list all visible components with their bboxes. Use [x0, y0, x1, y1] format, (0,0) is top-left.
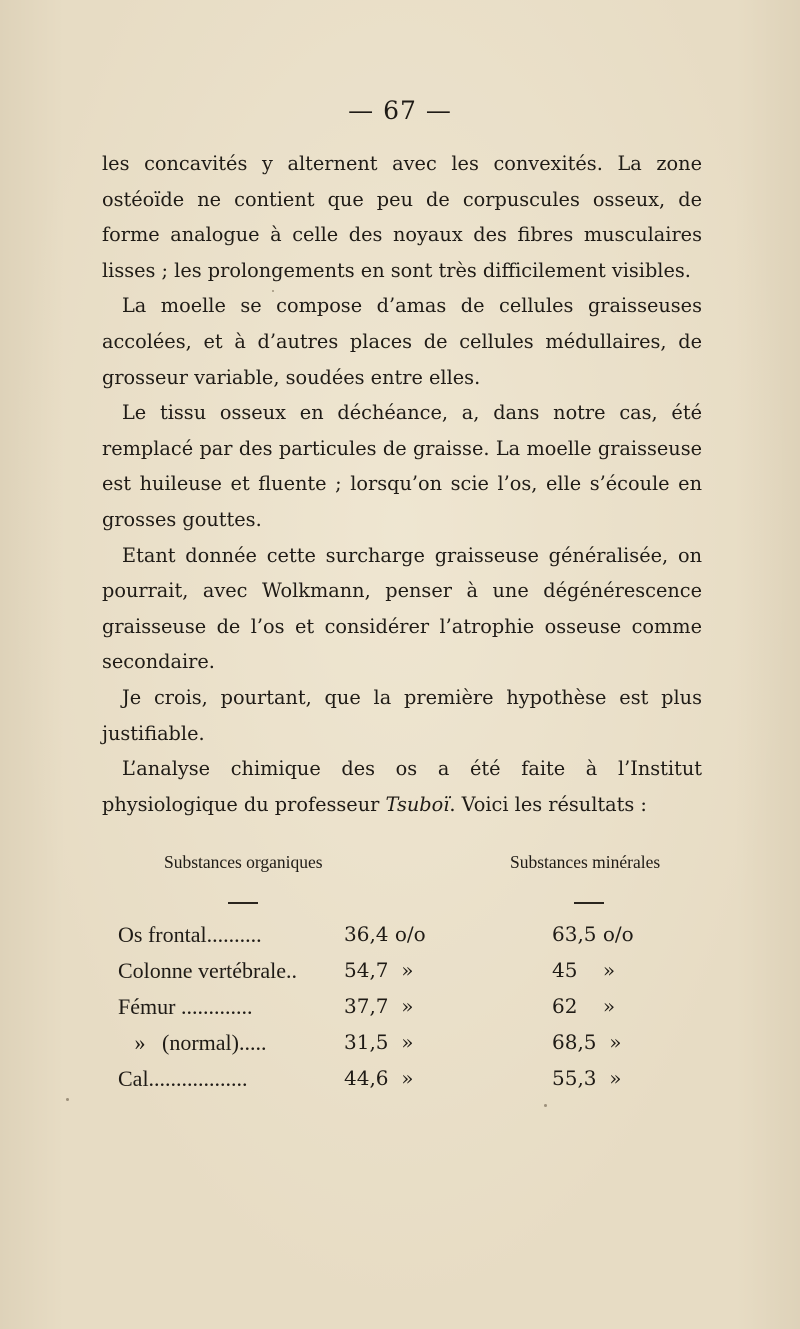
table-row — [0, 922, 800, 958]
table-row — [0, 1030, 800, 1066]
header-organic: Substances organiques — [164, 852, 323, 872]
row-organic-value: 37,7 » — [344, 994, 414, 1018]
header-rule-organic — [228, 902, 258, 904]
header-mineral: Substances minérales — [510, 852, 661, 872]
table-row — [0, 994, 800, 1030]
table-row — [0, 958, 800, 994]
header-rule-mineral — [574, 902, 604, 904]
paragraph-1-text: les concavités y alternent avec les convexités. La zone ostéoïde ne contient que peu de corpuscules osseux, de forme analogue à celle des noyaux des fibres musculaires lisses ; les prolongements en sont très difficilement visibles. — [102, 152, 702, 282]
paragraph-2-text: La moelle se compose d’amas de cellules graisseuses accolées, et à d’autres places de cellules médullaires, de grosseur variable, soudées entre elles. — [102, 294, 702, 389]
paragraph-6-text: L’analyse chimique des os a été faite à l’Institut physiologique du professeur — [102, 757, 702, 816]
paper-speck — [272, 290, 274, 292]
row-label: Colonne vertébrale.. — [118, 958, 297, 983]
paragraph-4-text: Etant donnée cette surcharge graisseuse généralisée, on pourrait, avec Wolkmann, penser à une dégénérescence graisseuse de l’os et considérer l’atrophie osseuse comme secondaire. — [102, 543, 702, 674]
paragraph-5-text: Je crois, pourtant, que la première hypothèse est plus justifiable. — [102, 685, 702, 745]
paragraph-6-tail: . Voici les résultats : — [449, 792, 647, 816]
row-organic-value: 44,6 » — [344, 1066, 414, 1090]
row-label: » (normal)..... — [118, 1030, 267, 1055]
row-organic-value: 36,4 o/o — [344, 922, 426, 946]
row-mineral-value: 45 » — [552, 958, 616, 982]
author-name: Tsuboï — [385, 792, 450, 816]
row-label: Cal.................. — [118, 1066, 248, 1091]
paragraph-3-text: Le tissu osseux en déchéance, a, dans notre cas, été remplacé par des particules de graisse. La moelle graisseuse est huileuse et fluente ; lorsqu’on scie l’os, elle s’écoule en grosses gouttes. — [102, 401, 702, 531]
row-label: Os frontal.......... — [118, 922, 262, 947]
paper-speck — [544, 1104, 547, 1107]
row-organic-value: 31,5 » — [344, 1030, 414, 1054]
row-mineral-value: 55,3 » — [552, 1066, 622, 1090]
table-row — [0, 1066, 800, 1102]
row-label: Fémur ............. — [118, 994, 253, 1019]
row-mineral-value: 63,5 o/o — [552, 922, 634, 946]
page-number: — 67 — — [348, 96, 452, 125]
row-mineral-value: 62 » — [552, 994, 616, 1018]
paper-speck — [66, 1098, 69, 1101]
row-mineral-value: 68,5 » — [552, 1030, 622, 1054]
row-organic-value: 54,7 » — [344, 958, 414, 982]
